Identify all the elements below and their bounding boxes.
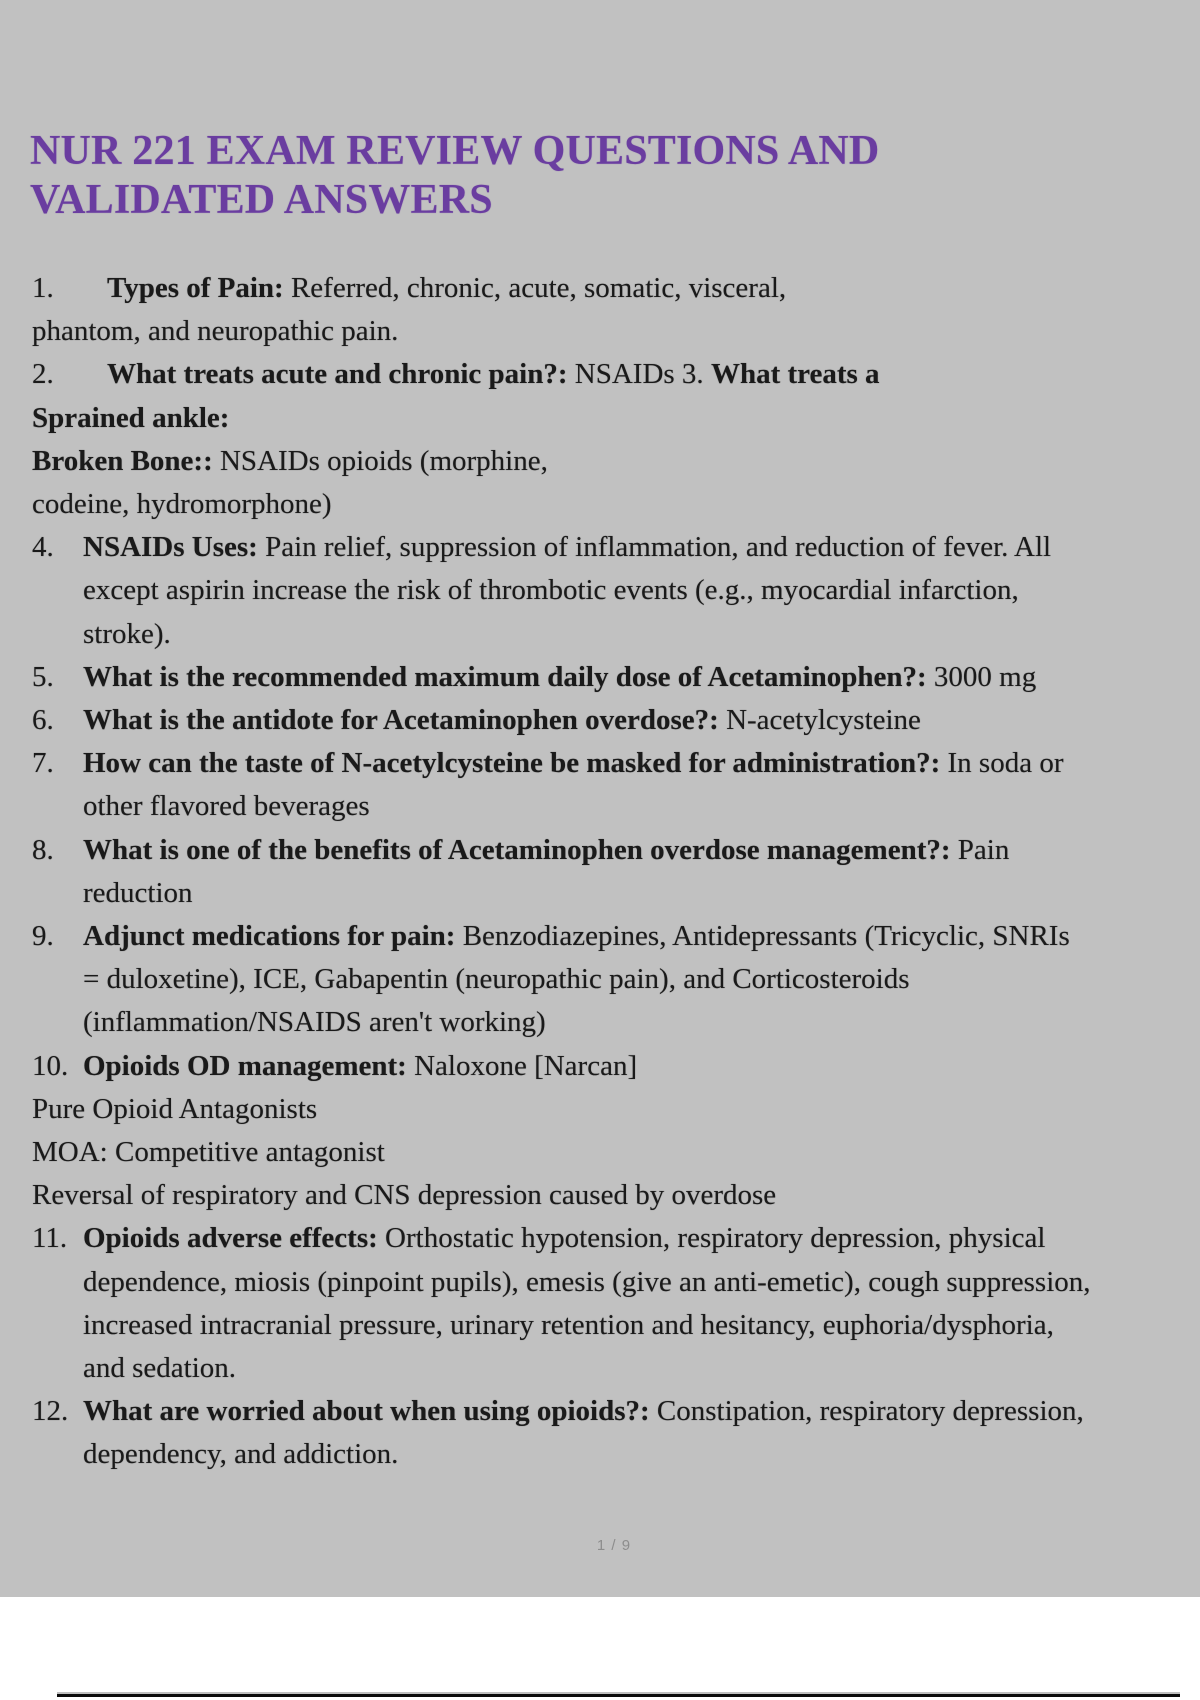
answer-text: In soda or: [940, 747, 1064, 780]
answer-text: Orthostatic hypotension, respiratory depression, physical: [377, 1222, 1046, 1255]
text-line: [32, 353, 1200, 396]
answer-text: Pain: [950, 833, 1010, 866]
text-line: [32, 526, 1200, 569]
question-text: Adjunct medications for pain:: [83, 920, 456, 953]
text-line: [32, 1088, 1200, 1131]
list-number: 2.: [32, 358, 54, 391]
list-number: 5.: [32, 660, 54, 693]
answer-text: Reversal of respiratory and CNS depression caused by overdose: [32, 1179, 777, 1212]
text-line: [32, 958, 1200, 1001]
answer-text: Constipation, respiratory depression,: [649, 1395, 1084, 1428]
answer-text: increased intracranial pressure, urinary retention and hesitancy, euphoria/dysphoria,: [83, 1308, 1054, 1341]
list-number: 8.: [32, 833, 54, 866]
question-text: Types of Pain:: [107, 272, 284, 304]
question-text: Broken Bone::: [32, 444, 213, 477]
text-line: [32, 397, 1200, 440]
document-title-line1: NUR 221 EXAM REVIEW QUESTIONS AND: [30, 128, 880, 174]
answer-text: = duloxetine), ICE, Gabapentin (neuropathic pain), and Corticosteroids: [83, 963, 910, 996]
text-line: [32, 440, 1200, 483]
question-text: What treats acute and chronic pain?:: [107, 358, 568, 391]
text-line: [32, 1433, 1200, 1476]
question-text: NSAIDs Uses:: [83, 531, 258, 564]
question-text: Opioids OD management:: [83, 1049, 407, 1082]
text-line: [32, 483, 1200, 526]
text-line: [32, 872, 1200, 915]
list-number: 6.: [32, 704, 54, 737]
list-number: 11.: [32, 1222, 68, 1255]
answer-text: Naloxone [Narcan]: [406, 1049, 638, 1082]
answer-text: dependency, and addiction.: [83, 1438, 399, 1471]
answer-text: N-acetylcysteine: [718, 704, 921, 737]
answer-text: Referred, chronic, acute, somatic, visceral,: [283, 272, 787, 304]
answer-text: MOA: Competitive antagonist: [32, 1136, 385, 1169]
answer-text: codeine, hydromorphone): [32, 488, 332, 521]
answer-text: (inflammation/NSAIDS aren't working): [83, 1006, 546, 1039]
answer-text: Pure Opioid Antagonists: [32, 1092, 318, 1125]
answer-text: NSAIDs opioids (morphine,: [212, 444, 548, 477]
list-number: 12.: [32, 1395, 69, 1428]
document-body: [32, 267, 1200, 1477]
page-divider-line: [57, 1694, 1180, 1697]
answer-text: Pain relief, suppression of inflammation, and reduction of fever. All: [257, 531, 1052, 564]
text-line: [32, 829, 1200, 872]
list-number: 10.: [32, 1049, 69, 1082]
answer-text: dependence, miosis (pinpoint pupils), emesis (give an anti-emetic), cough suppression,: [83, 1265, 1091, 1298]
answer-text: phantom, and neuropathic pain.: [32, 315, 399, 348]
text-line: [32, 1304, 1200, 1347]
question-text: Opioids adverse effects:: [83, 1222, 378, 1255]
answer-text: 3000 mg: [926, 660, 1037, 693]
text-line: [32, 569, 1200, 612]
text-line: [32, 742, 1200, 785]
text-line: [32, 267, 1200, 310]
answer-text: stroke).: [83, 617, 171, 650]
text-line: [32, 1217, 1200, 1260]
page-gap: [0, 1597, 1200, 1700]
answer-text: other flavored beverages: [83, 790, 370, 823]
text-line: [32, 1261, 1200, 1304]
list-number: 1.: [32, 272, 54, 304]
text-line: [32, 1131, 1200, 1174]
question-text: What is the recommended maximum daily dose of Acetaminophen?:: [83, 660, 927, 693]
text-line: [32, 1045, 1200, 1088]
text-line: [32, 699, 1200, 742]
answer-text: and sedation.: [83, 1352, 237, 1385]
question-text: What is the antidote for Acetaminophen overdose?:: [83, 704, 719, 737]
page-number-indicator: 1 / 9: [596, 1537, 632, 1554]
document-title: [30, 127, 1130, 225]
text-line: [32, 915, 1200, 958]
text-line: [32, 1347, 1200, 1390]
text-line: [32, 613, 1200, 656]
text-line: [32, 1001, 1200, 1044]
list-number: 7.: [32, 747, 54, 780]
question-text: What are worried about when using opioids?:: [83, 1395, 650, 1428]
question-text: Sprained ankle:: [32, 401, 230, 434]
text-line: [32, 1390, 1200, 1433]
text-line: [32, 785, 1200, 828]
question-text: What treats a: [710, 358, 880, 391]
list-number: 9.: [32, 920, 54, 953]
answer-text: except aspirin increase the risk of thrombotic events (e.g., myocardial infarction,: [83, 574, 1019, 607]
question-text: How can the taste of N-acetylcysteine be masked for administration?:: [83, 747, 941, 780]
text-line: [32, 656, 1200, 699]
question-text: What is one of the benefits of Acetaminophen overdose management?:: [83, 833, 951, 866]
answer-text: Benzodiazepines, Antidepressants (Tricyclic, SNRIs: [455, 920, 1070, 953]
text-line: [32, 310, 1200, 353]
text-line: [32, 1174, 1200, 1217]
answer-text: reduction: [83, 876, 193, 909]
answer-text: NSAIDs 3.: [567, 358, 711, 391]
list-number: 4.: [32, 531, 54, 564]
document-title-line2: VALIDATED ANSWERS: [30, 177, 493, 223]
